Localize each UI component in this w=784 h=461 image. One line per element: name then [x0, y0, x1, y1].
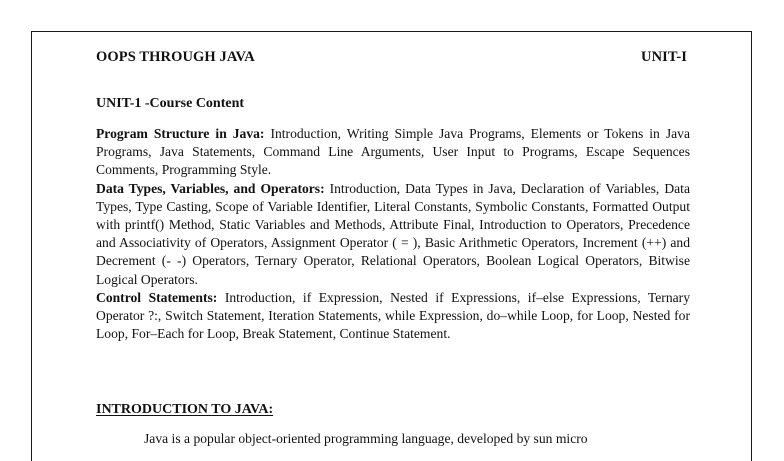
paragraph-heading: Data Types, Variables, and Operators:: [96, 180, 325, 196]
section-title: UNIT-1 -Course Content: [96, 96, 245, 111]
paragraph-heading: Program Structure in Java:: [96, 126, 265, 141]
intro-text: Java is a popular object-oriented programming language, developed by sun micro: [144, 431, 588, 446]
course-content: [96, 125, 690, 343]
document-page: [31, 31, 752, 461]
header-course-title: OOPS THROUGH JAVA: [96, 49, 255, 65]
paragraph-heading: Control Statements:: [96, 289, 218, 305]
paragraph-program-structure: [96, 125, 690, 180]
page-header: [96, 49, 687, 66]
paragraph-text: Introduction, if Expression, Nested if Expressions, if–else Expressions, Ternary Operator ?:, Switch Statement, Iteration Statements, while Expression, do–while Loop, for Loop, Nested for Loop, For–Each for Loop, Break Statement, Continue Statement.: [96, 289, 690, 342]
intro-heading: INTRODUCTION TO JAVA:: [96, 402, 274, 417]
paragraph-control-statements: [96, 289, 690, 344]
paragraph-text: Introduction, Writing Simple Java Programs, Elements or Tokens in Java Programs, Java Statements, Command Line Arguments, User Input to Programs, Escape Sequences Comments, Programming Style.: [96, 126, 690, 178]
paragraph-data-types: [96, 180, 690, 289]
header-unit-label: UNIT-I: [641, 49, 687, 65]
paragraph-text: Introduction, Data Types in Java, Declaration of Variables, Data Types, Type Casting, Scope of Variable Identifier, Literal Constants, Symbolic Constants, Formatted Output with printf() Method, Static Variables and Methods, Attribute Final, Introduction to Operators, Precedence and Associativity of Operators, Assignment Operator ( = ), Basic Arithmetic Operators, Increment (++) and Decrement (- -) Operators, Ternary Operator, Relational Operators, Boolean Logical Operators, Bitwise Logical Operators.: [96, 180, 690, 287]
